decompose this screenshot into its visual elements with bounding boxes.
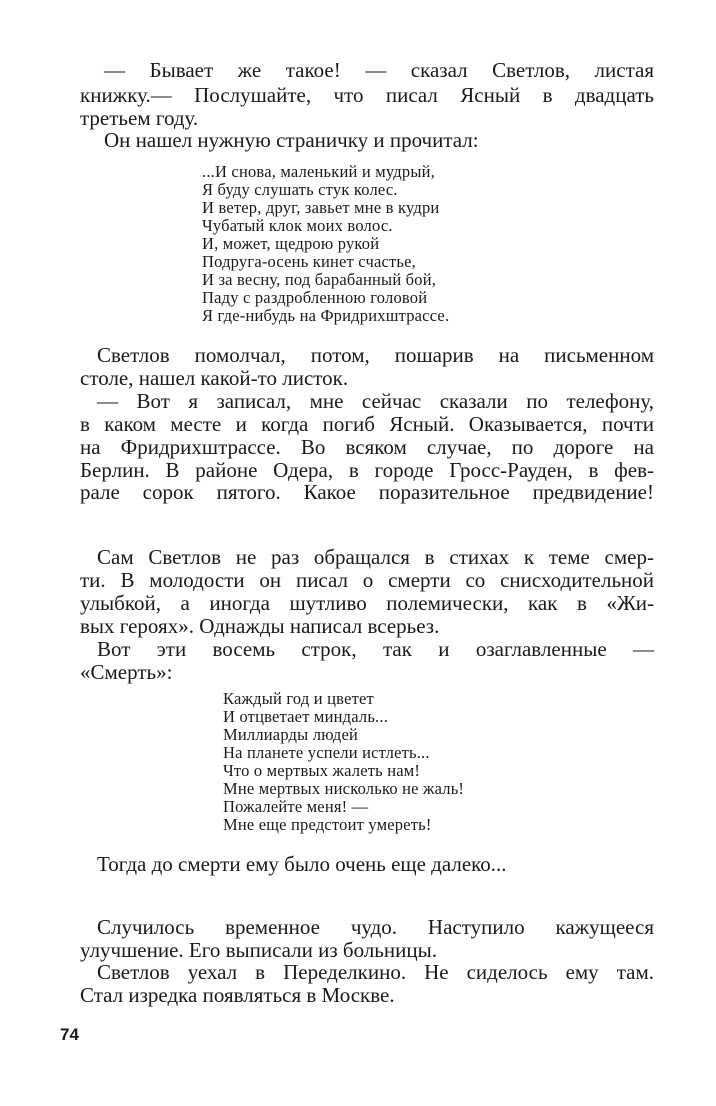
verse-line: Чубатый клок моих волос. [202, 216, 393, 235]
verse-line: Каждый год и цветет [223, 689, 374, 708]
text-line: Сам Светлов не раз обращался в стихах к теме смер- [97, 545, 654, 569]
text-line: в каком месте и когда погиб Ясный. Оказывается, почти [80, 412, 654, 436]
text-line: Случилось временное чудо. Наступило кажущееся [97, 915, 654, 939]
verse-line: Мне еще предстоит умереть! [223, 815, 432, 834]
text-line: — Вот я записал, мне сейчас сказали по телефону, [97, 389, 654, 413]
text-line: книжку.— Послушайте, что писал Ясный в двадцать [80, 83, 654, 107]
verse-line: И ветер, друг, завьет мне в кудри [202, 198, 440, 217]
text-line: вых героях». Однажды написал всерьез. [80, 614, 440, 638]
text-line: Стал изредка появляться в Москве. [80, 983, 395, 1007]
verse-line: Мне мертвых нисколько не жаль! [223, 779, 465, 798]
text-line: Берлин. В районе Одера, в городе Гросс-Рауден, в фев- [80, 458, 654, 482]
verse-line: И, может, щедрою рукой [202, 234, 380, 253]
text-line: Светлов уехал в Переделкино. Не сиделось ему там. [97, 960, 654, 984]
text-line: рале сорок пятого. Какое поразительное предвидение! [80, 480, 654, 504]
text-line: Вот эти восемь строк, так и озаглавленные — [97, 637, 654, 661]
verse-line: ...И снова, маленький и мудрый, [202, 162, 435, 181]
verse-line: Я где-нибудь на Фридрихштрассе. [202, 306, 450, 325]
verse-line: На планете успели истлеть... [223, 743, 430, 762]
text-line: столе, нашел какой-то листок. [80, 366, 349, 390]
text-line: Он нашел нужную страничку и прочитал: [104, 128, 479, 152]
text-line: на Фридрихштрассе. Во всяком случае, по дороге на [80, 435, 654, 459]
verse-line: Паду с раздробленною головой [202, 288, 428, 307]
page-number: 74 [60, 1025, 79, 1044]
text-line: Тогда до смерти ему было очень еще далеко... [97, 852, 507, 876]
verse-line: Я буду слушать стук колес. [202, 180, 398, 199]
text-line: ти. В молодости он писал о смерти со снисходительной [80, 568, 654, 592]
text-line: третьем году. [80, 106, 199, 130]
text-line: улыбкой, а иногда шутливо полемически, как в «Жи- [80, 591, 654, 615]
verse-line: Что о мертвых жалеть нам! [223, 761, 421, 780]
verse-line: Подруга-осень кинет счастье, [202, 252, 417, 271]
text-line: Светлов помолчал, потом, пошарив на письменном [97, 343, 654, 367]
text-line: улучшение. Его выписали из больницы. [80, 938, 437, 962]
verse-line: И отцветает миндаль... [223, 707, 389, 726]
verse-line: Пожалейте меня! — [223, 797, 369, 816]
text-line: «Смерть»: [80, 660, 173, 684]
text-line: — Бывает же такое! — сказал Светлов, листая [104, 58, 654, 82]
verse-line: И за весну, под барабанный бой, [202, 270, 437, 289]
verse-line: Миллиарды людей [223, 725, 359, 744]
